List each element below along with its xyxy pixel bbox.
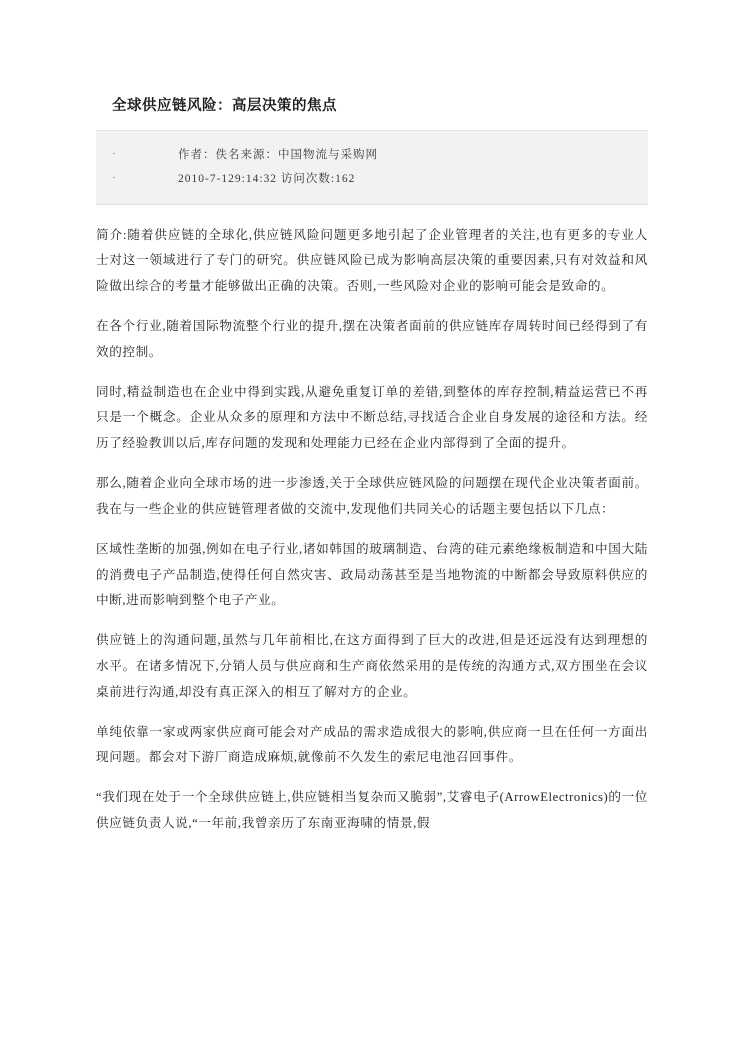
article-meta-box — [96, 130, 648, 204]
article-meta-list — [96, 143, 648, 191]
paragraph-8-quote: “我们现在处于一个全球供应链上,供应链相当复杂而又脆弱”,艾睿电子(ArrowElectronics)的一位供应链负责人说,“一年前,我曾亲历了东南亚海啸的情景,假 — [96, 790, 648, 831]
paragraph-7: 单纯依靠一家或两家供应商可能会对产成品的需求造成很大的影响,供应商一旦在任何一方面出现问题。都会对下游厂商造成麻烦,就像前不久发生的索尼电池召回事件。 — [96, 724, 648, 765]
paragraph-intro: 简介:随着供应链的全球化,供应链风险问题更多地引起了企业管理者的关注,也有更多的专业人士对这一领域进行了专门的研究。供应链风险已成为影响高层决策的重要因素,只有对效益和风险做出综合的考量才能够做出正确的决策。否则,一些风险对企业的影响可能会是致命的。 — [96, 227, 648, 294]
paragraph-4: 那么,随着企业向全球市场的进一步渗透,关于全球供应链风险的问题摆在现代企业决策者面前。我在与一些企业的供应链管理者做的交流中,发现他们共同关心的话题主要包括以下几点： — [96, 476, 648, 516]
paragraph-3: 同时,精益制造也在企业中得到实践,从避免重复订单的差错,到整体的库存控制,精益运营已不再只是一个概念。企业从众多的原理和方法中不断总结,寻找适合企业自身发展的途径和方法。经历了经验教训以后,库存问题的发现和处理能力已经在企业内部得到了全面的提升。 — [96, 384, 648, 451]
paragraph-6: 供应链上的沟通问题,虽然与几年前相比,在这方面得到了巨大的改进,但是还远没有达到理想的水平。在诸多情况下,分销人员与供应商和生产商依然采用的是传统的沟通方式,双方围坐在会议桌前进行沟通,却没有真正深入的相互了解对方的企业。 — [96, 633, 648, 699]
paragraph-2: 在各个行业,随着国际物流整个行业的提升,摆在决策者面前的供应链库存周转时间已经得到了有效的控制。 — [96, 319, 648, 359]
meta-author-source: 作者：佚名来源：中国物流与采购网 — [178, 149, 378, 162]
paragraph-5: 区域性垄断的加强,例如在电子行业,诸如韩国的玻璃制造、台湾的硅元素绝缘板制造和中国大陆的消费电子产品制造,使得任何自然灾害、政局动荡甚至是当地物流的中断都会导致原料供应的中断,进而影响到整个电子产业。 — [96, 541, 648, 608]
list-item — [96, 167, 648, 191]
meta-date-views: 2010-7-129:14:32 访问次数:162 — [178, 173, 356, 186]
document-content — [96, 96, 648, 837]
bullet-icon: · — [112, 172, 117, 185]
list-item — [96, 143, 648, 167]
bullet-icon: · — [112, 148, 117, 161]
page-title: 全球供应链风险：高层决策的焦点 — [112, 98, 337, 114]
